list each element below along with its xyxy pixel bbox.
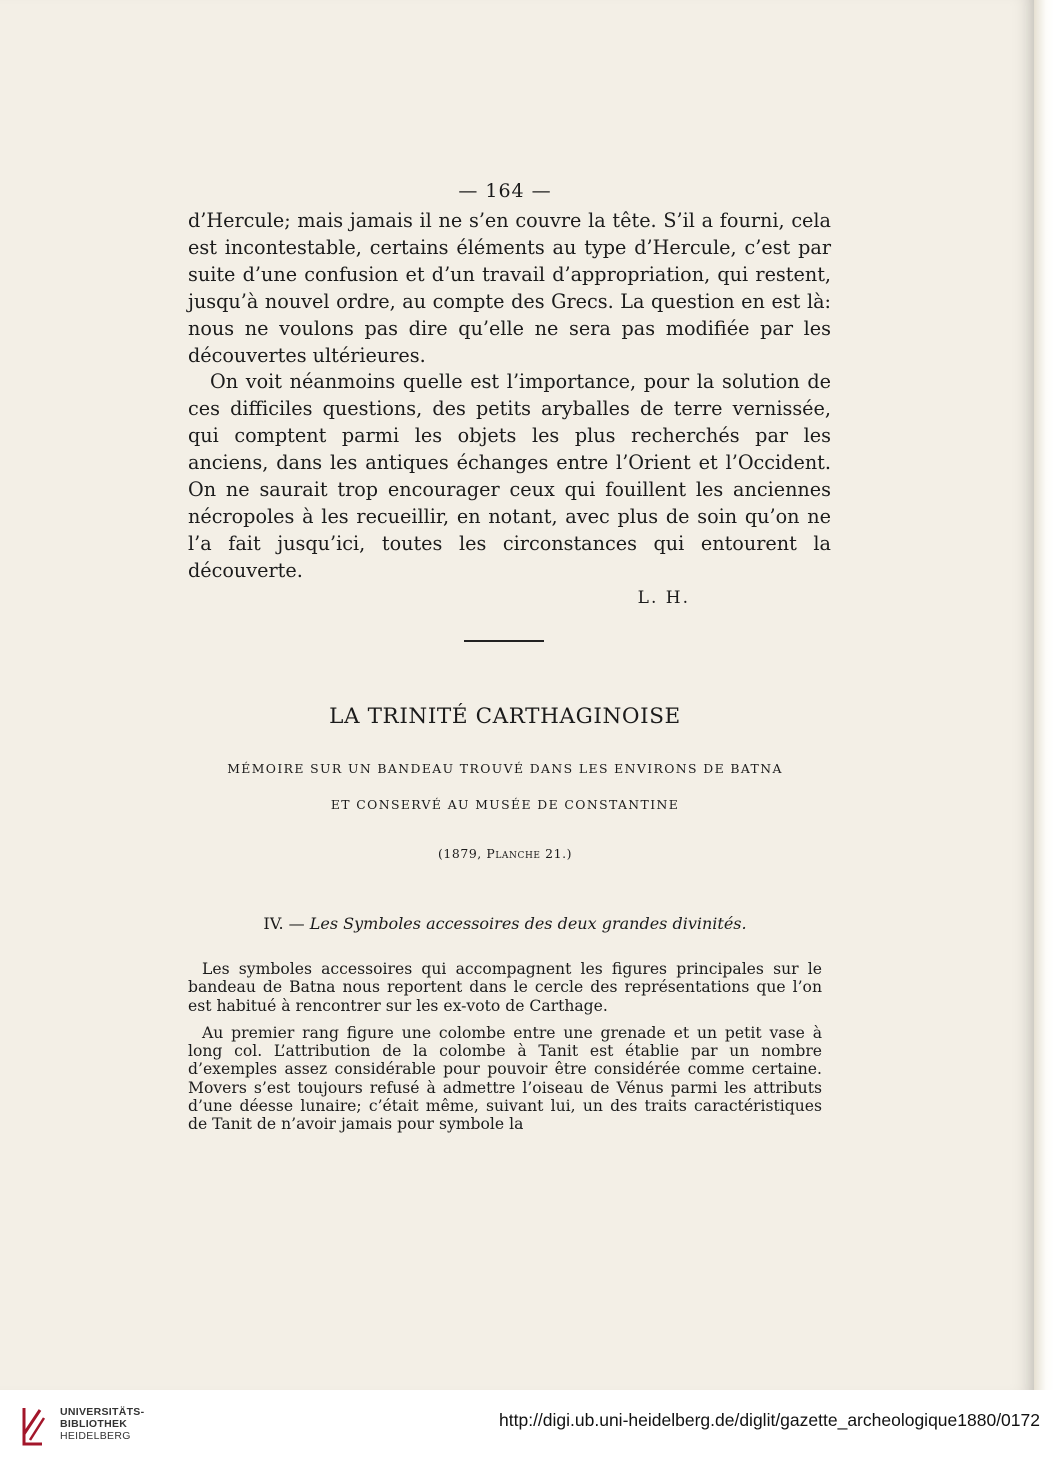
plate-label: Planche 21.) [486,846,573,861]
plate-reference [0,846,1010,861]
article-subtitle-line2: ET CONSERVÉ AU MUSÉE DE CONSTANTINE [330,797,680,812]
paragraph: d’Hercule; mais jamais il ne s’en couvre la tête. S’il a fourni, cela est incontestable, certains éléments au type d’Hercule, c’est par suite d’une confusion et d’un travail d’appropriation, qui restent, jusqu’à nouvel ordre, au compte des Grecs. La question en est là: nous ne voulons pas dire qu’elle ne sera pas modifiée par les découvertes ultérieures. [188,209,831,367]
body-text-small [188,960,822,1134]
library-name [60,1406,144,1442]
page-number: — 164 — [458,180,552,202]
author-signature: L. H. [637,588,690,608]
library-logo-icon [18,1404,48,1448]
body-text-top [188,208,831,585]
article-subtitle-line1: MÉMOIRE SUR UN BANDEAU TROUVÉ DANS LES ENVIRONS DE BATNA [227,761,783,776]
paragraph: Les symboles accessoires qui accompagnent les figures principales sur le bandeau de Batna nous reportent dans le cercle des représentations que l’on est habitué à rencontrer sur les ex-voto de Carthage. [188,960,822,1015]
section-title: Les Symboles accessoires des deux grandes divinités. [309,914,747,933]
paragraph: Au premier rang figure une colombe entre une grenade et un petit vase à long col. L’attribution de la colombe à Tanit est établie par un nombre d’exemples assez considérable pour pouvoir être considérée comme certaine. Movers s’est toujours refusé à admettre l’oiseau de Vénus parmi les attributs d’une déesse lunaire; c’était même, suivant lui, un des traits caractéristiques de Tanit de n’avoir jamais pour symbole la [188,1023,822,1134]
library-line1: UNIVERSITÄTS- [60,1406,145,1418]
article-title: LA TRINITÉ CARTHAGINOISE [329,704,681,729]
section-heading [0,914,1010,933]
section-divider [464,640,544,642]
paragraph: On voit néanmoins quelle est l’importance, pour la solution de ces difficiles questions, des petits aryballes de terre vernissée, qui comptent parmi les objets les plus recherchés par les anciens, dans les antiques échanges entre l’Orient et l’Occident. On ne saurait trop encourager ceux qui fouillent les anciennes nécropoles à les recueillir, en notant, avec plus de soin qu’on ne l’a fait jusqu’ici, toutes les circonstances qui entourent la découverte. [188,370,831,582]
section-number: IV. — [263,914,305,933]
library-line2: BIBLIOTHEK [60,1418,128,1430]
source-url[interactable]: http://digi.ub.uni-heidelberg.de/diglit/gazette_archeologique1880/0172 [499,1410,1040,1430]
plate-year: (1879, [437,846,482,861]
page-edge [1034,0,1054,1390]
library-line3: HEIDELBERG [60,1430,131,1442]
